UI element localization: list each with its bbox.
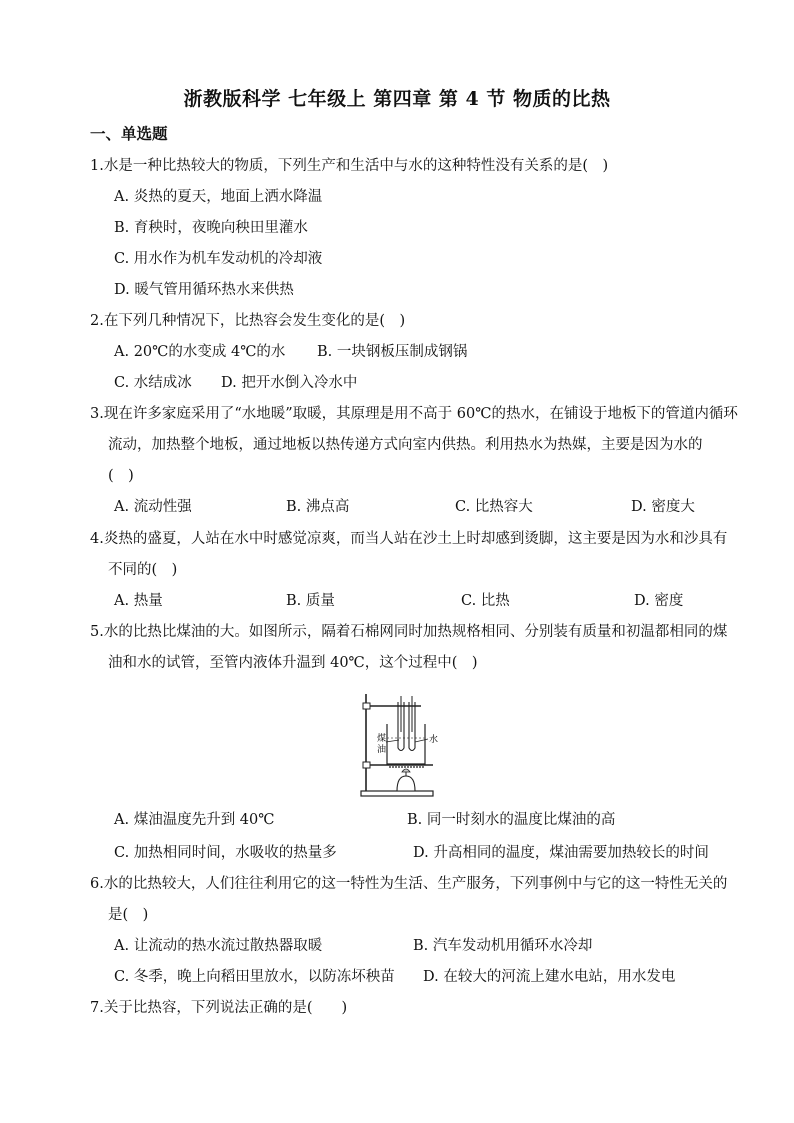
alcohol-lamp <box>397 776 415 791</box>
water-pointer <box>415 739 428 742</box>
question-2-stem: 2.在下列几种情况下，比热容会发生变化的是( ) <box>90 313 406 329</box>
question-3-option-b[interactable]: B. 沸点高 <box>286 499 350 515</box>
question-2-option-a[interactable]: A. 20℃的水变成 4℃的水 <box>114 344 286 360</box>
water-beaker <box>387 724 425 764</box>
question-5-option-a[interactable]: A. 煤油温度先升到 40℃ <box>114 812 275 828</box>
question-1-option-c[interactable]: C. 用水作为机车发动机的冷却液 <box>114 251 323 267</box>
kerosene-label-char-1: 煤 <box>377 734 387 744</box>
page-title: 浙教版科学 七年级上 第四章 第 4 节 物质的比热 <box>183 88 611 110</box>
ring-boss <box>363 762 370 768</box>
question-6-stem-line-2: 是( ) <box>108 907 149 923</box>
question-6-option-d[interactable]: D. 在较大的河流上建水电站，用水发电 <box>423 969 676 985</box>
question-5-stem-line-2: 油和水的试管，至管内液体升温到 40℃，这个过程中( ) <box>108 655 478 671</box>
question-3-option-d[interactable]: D. 密度大 <box>631 499 695 515</box>
question-2-option-d[interactable]: D. 把开水倒入冷水中 <box>221 375 358 391</box>
question-1-option-b[interactable]: B. 育秧时，夜晚向秧田里灌水 <box>114 220 308 236</box>
question-2-option-b[interactable]: B. 一块钢板压制成钢锅 <box>317 344 468 360</box>
question-1-stem: 1.水是一种比热较大的物质，下列生产和生活中与水的这种特性没有关系的是( ) <box>90 158 609 174</box>
question-5-option-c[interactable]: C. 加热相同时间，水吸收的热量多 <box>114 845 337 861</box>
question-3-stem-line-3: ( ) <box>108 468 134 484</box>
flame <box>402 769 410 772</box>
question-4-stem-line-2: 不同的( ) <box>108 562 178 578</box>
question-7-stem: 7.关于比热容，下列说法正确的是( ) <box>90 1000 348 1016</box>
question-5-option-d[interactable]: D. 升高相同的温度，煤油需要加热较长的时间 <box>413 845 709 861</box>
question-1-option-a[interactable]: A. 炎热的夏天，地面上洒水降温 <box>114 189 323 205</box>
question-6-option-c[interactable]: C. 冬季，晚上向稻田里放水，以防冻坏秧苗 <box>114 969 395 985</box>
clamp-boss <box>363 703 370 709</box>
question-6-option-a[interactable]: A. 让流动的热水流过散热器取暖 <box>114 938 323 954</box>
section-heading: 一、单选题 <box>90 124 168 143</box>
kerosene-label-char-2: 油 <box>377 745 387 755</box>
question-6-stem-line-1: 6.水的比热较大，人们往往利用它的这一特性为生活、生产服务，下列事例中与它的这一特性无关的 <box>90 876 728 892</box>
question-3-option-a[interactable]: A. 流动性强 <box>114 499 192 515</box>
question-2-option-c[interactable]: C. 水结成冰 <box>114 375 192 391</box>
question-3-stem-line-1: 3.现在许多家庭采用了“水地暖”取暖，其原理是用不高于 60℃的热水，在铺设于地板下的管道内循环 <box>90 406 738 422</box>
question-4-option-d[interactable]: D. 密度 <box>634 593 684 609</box>
question-6-option-b[interactable]: B. 汽车发动机用循环水冷却 <box>413 938 593 954</box>
question-3-stem-line-2: 流动，加热整个地板，通过地板以热传递方式向室内供热。利用热水为热媒，主要是因为水的 <box>108 437 703 453</box>
question-4-stem-line-1: 4.炎热的盛夏，人站在水中时感觉凉爽，而当人站在沙土上时却感到烫脚，这主要是因为水和沙具有 <box>90 531 728 547</box>
stand-base <box>361 791 433 796</box>
question-5-option-b[interactable]: B. 同一时刻水的温度比煤油的高 <box>407 812 616 828</box>
kerosene-pointer <box>386 740 399 742</box>
question-5-stem-line-1: 5.水的比热比煤油的大。如图所示，隔着石棉网同时加热规格相同、分别装有质量和初温都相同的煤 <box>90 624 728 640</box>
question-4-option-c[interactable]: C. 比热 <box>461 593 510 609</box>
question-4-option-a[interactable]: A. 热量 <box>114 593 163 609</box>
question-3-option-c[interactable]: C. 比热容大 <box>455 499 533 515</box>
question-1-option-d[interactable]: D. 暖气管用循环热水来供热 <box>114 282 294 298</box>
heating-apparatus-figure <box>357 692 443 798</box>
question-4-option-b[interactable]: B. 质量 <box>286 593 335 609</box>
water-label: 水 <box>429 735 439 745</box>
